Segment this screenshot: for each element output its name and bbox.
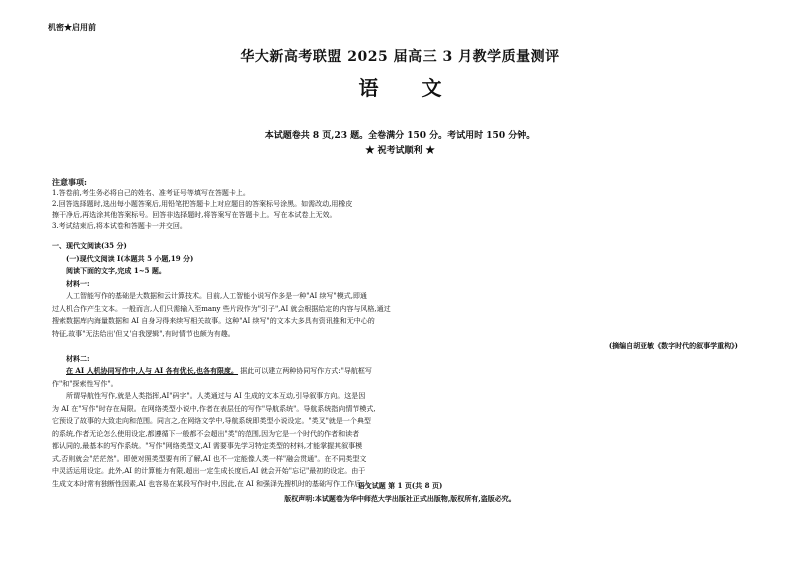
paragraph-line xyxy=(52,365,742,378)
note-item: 2.回答选择题时,选出每小题答案后,用铅笔把答题卡上对应题目的答案标号涂黑。如需改动,用橡皮 xyxy=(52,200,353,208)
note-item: 1.答卷前,考生务必将自己的姓名、准考证号等填写在答题卡上。 xyxy=(52,189,250,197)
paragraph-line: 的系统,作者无论怎么使用设定,都遵循下一般都不会超出"类"的范围,因为它是一个时代的作者和读者 xyxy=(52,429,360,438)
note-item: 擦干净后,再选涂其他答案标号。回答非选择题时,将答案写在答题卡上。写在本试卷上无效。 xyxy=(52,211,337,219)
instruction-line: 阅读下面的文字,完成 1~5 题。 xyxy=(66,266,166,275)
subsection-heading: (一)现代文阅读 Ⅰ(本题共 5 小题,19 分) xyxy=(66,253,194,263)
exam-meta-info: 本试题卷共 8 页,23 题。全卷满分 150 分。考试用时 150 分钟。 xyxy=(264,131,536,141)
subject-title: 语 文 xyxy=(358,76,460,100)
note-item: 3.考试结束后,将本试卷和答题卡一并交回。 xyxy=(52,222,187,230)
copyright-notice: 版权声明:本试题卷为华中师范大学出版社正式出版物,版权所有,盗版必究。 xyxy=(284,494,516,503)
paragraph-line: 都认同的,最基本的写作系统。"写作"网络类型文,AI 需要事先学习特定类型的材料,才能掌握其叙事模 xyxy=(52,442,363,450)
reading-section xyxy=(52,240,742,490)
exam-title: 华大新高考联盟 2025 届高三 3 月教学质量测评 xyxy=(240,49,560,65)
material-label: 材料一: xyxy=(66,278,90,288)
underlined-sentence: 在 AI 人机协同写作中,人与 AI 各有优长,也各有限度。 xyxy=(66,366,239,375)
paragraph-line: 特征,故事"无法给出'但又'自我逻辑",有时情节也颇为有趣。 xyxy=(52,329,235,338)
paragraph-line: 它预设了故事的大致走向和范围。同言之,在网络文学中,导航系统即类型小说设定。"类叉"就是一个典型 xyxy=(52,417,371,425)
sentence-rest: 据此可以建立两种协同写作方式:"导航框写 xyxy=(238,367,372,375)
section-heading: 一、现代文阅读(35 分) xyxy=(52,241,127,250)
paragraph-line: 过人机合作产生文本。一般而言,人们只需输入至many 些片段作为"引子",AI 就会根据给定的内容与风格,通过 xyxy=(52,304,391,313)
confidential-label: 机密★启用前 xyxy=(48,22,96,32)
paragraph-line: 所谓导航性写作,就是人类指挥,AI"码字"。人类通过与 AI 生成的文本互动,引导叙事方向。这是因 xyxy=(66,392,366,400)
good-luck-line: ★ 祝考试顺利 ★ xyxy=(365,146,435,156)
page-footer: 语文试题 第 1 页(共 8 页) xyxy=(357,481,443,490)
paragraph-line: 搜索数据库内海量数据和 AI 自身习得来续写相关故事。这种"AI 续写"的文本大多具有资讯推和无中心的 xyxy=(52,317,375,325)
material-label: 材料二: xyxy=(66,353,90,363)
paragraph-line: 人工智能写作的基础是大数据和云计算技术。目前,人工智能小说写作多是一种"AI 续写"模式,即通 xyxy=(66,292,367,300)
notes-heading: 注意事项: xyxy=(52,177,87,187)
source-citation: (摘编自胡亚敏《数字时代的叙事学重构》) xyxy=(608,341,738,350)
paragraph-line: 为 AI 在"写作"时存在局限。在网络类型小说中,作者在表层任的写作"导航系统"。导航系统指向情节模式, xyxy=(52,404,376,413)
paragraph-line: 式,否则就会"茫茫然"。即使对照类型要有所了解,AI 也不一定能像人类一样"融会贯通"。在不同类型文 xyxy=(52,454,367,463)
paragraph-line: 中灵活运用设定。此外,AI 的计算能力有限,超出一定生成长度后,AI 就会开始"忘记"最初的设定。由于 xyxy=(52,467,366,475)
paragraph-line: 生成文本时常有独断性因素,AI 也容易在某段写作时中,因此,在 AI 和强泽先搜机时的基础写作工作后,人 xyxy=(52,479,371,488)
paragraph-line: 作"和"探索性写作"。 xyxy=(52,379,118,388)
